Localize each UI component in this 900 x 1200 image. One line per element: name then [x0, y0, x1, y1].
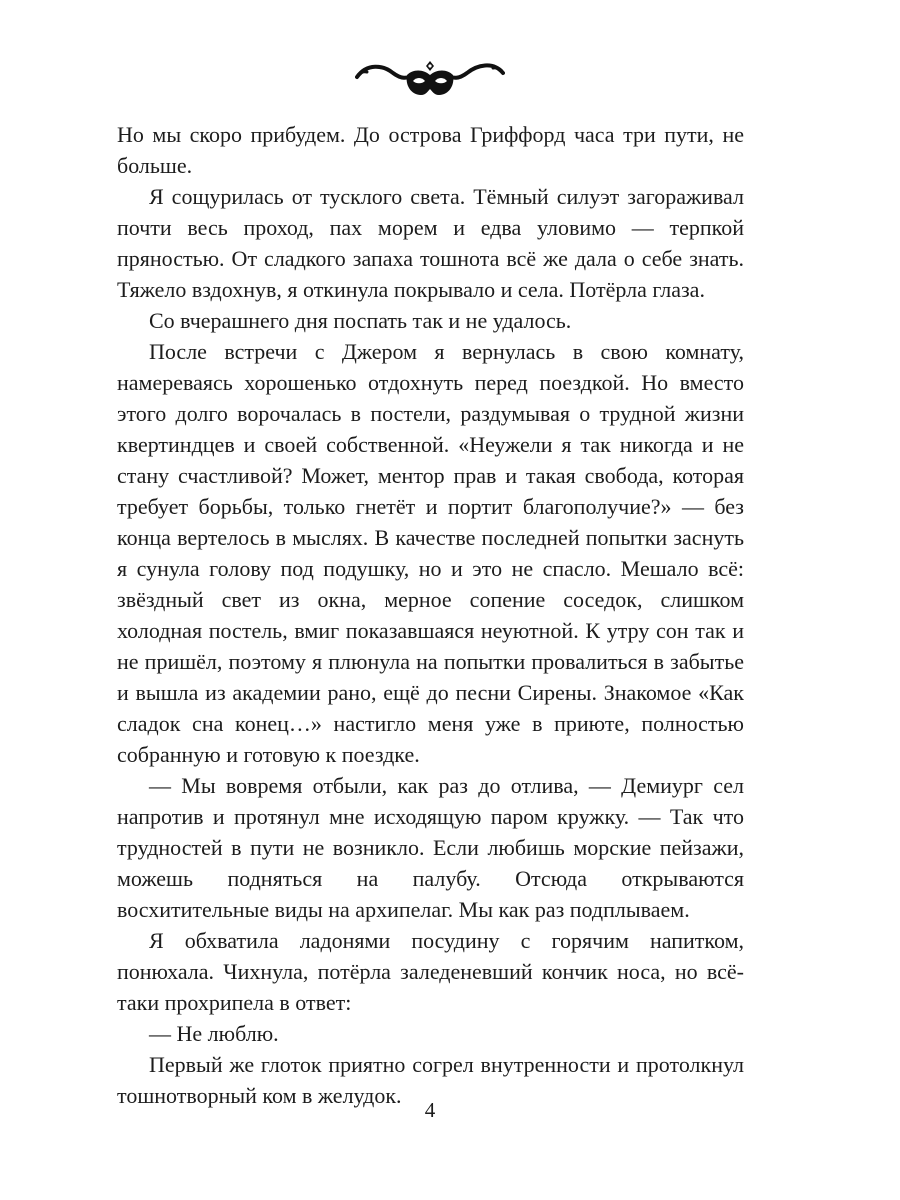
paragraph: Со вчерашнего дня поспать так и не удалось.	[149, 308, 572, 333]
chapter-text	[117, 119, 744, 1111]
paragraph: Первый же глоток приятно согрел внутренности и протолкнул тошнотворный ком в желудок.	[117, 1052, 744, 1108]
paragraph: Но мы скоро прибудем. До острова Гриффорд часа три пути, не больше.	[117, 122, 744, 178]
paragraph: После встречи с Джером я вернулась в свою комнату, намереваясь хорошенько отдохнуть перед поездкой. Но вместо этого долго ворочалась в постели, раздумывая о трудной жизни квертиндцев и своей собственной. «Неужели я так никогда и не стану счастливой? Может, ментор прав и такая свобода, которая требует борьбы, только гнетёт и портит благополучие?» — без конца вертелось в мыслях. В качестве последней попытки заснуть я сунула голову под подушку, но и это не спасло. Мешало всё: звёздный свет из окна, мерное сопение соседок, слишком холодная постель, вмиг показавшаяся неуютной. К утру сон так и не пришёл, поэтому я плюнула на попытки провалиться в забытье и вышла из академии рано, ещё до песни Сирены. Знакомое «Как сладок сна конец…» настигло меня уже в приюте, полностью собранную и готовую к поездке.	[117, 339, 744, 767]
paragraph: — Не люблю.	[149, 1021, 279, 1046]
paragraph: — Мы вовремя отбыли, как раз до отлива, — Демиург сел напротив и протянул мне исходящую паром кружку. — Так что трудностей в пути не возникло. Если любишь морские пейзажи, можешь подняться на палубу. Отсюда открываются восхитительные виды на архипелаг. Мы как раз подплываем.	[117, 773, 744, 922]
paragraph: Я сощурилась от тусклого света. Тёмный силуэт загораживал почти весь проход, пах морем и едва уловимо — терпкой пряностью. От сладкого запаха тошнота всё же дала о себе знать. Тяжело вздохнув, я откинула покрывало и села. Потёрла глаза.	[117, 184, 744, 302]
page-number: 4	[424, 1098, 436, 1122]
paragraph: Я обхватила ладонями посудину с горячим напитком, понюхала. Чихнула, потёрла заледеневший кончик носа, но всё-таки прохрипела в ответ:	[117, 928, 744, 1015]
mask-ornament-icon	[355, 55, 505, 105]
